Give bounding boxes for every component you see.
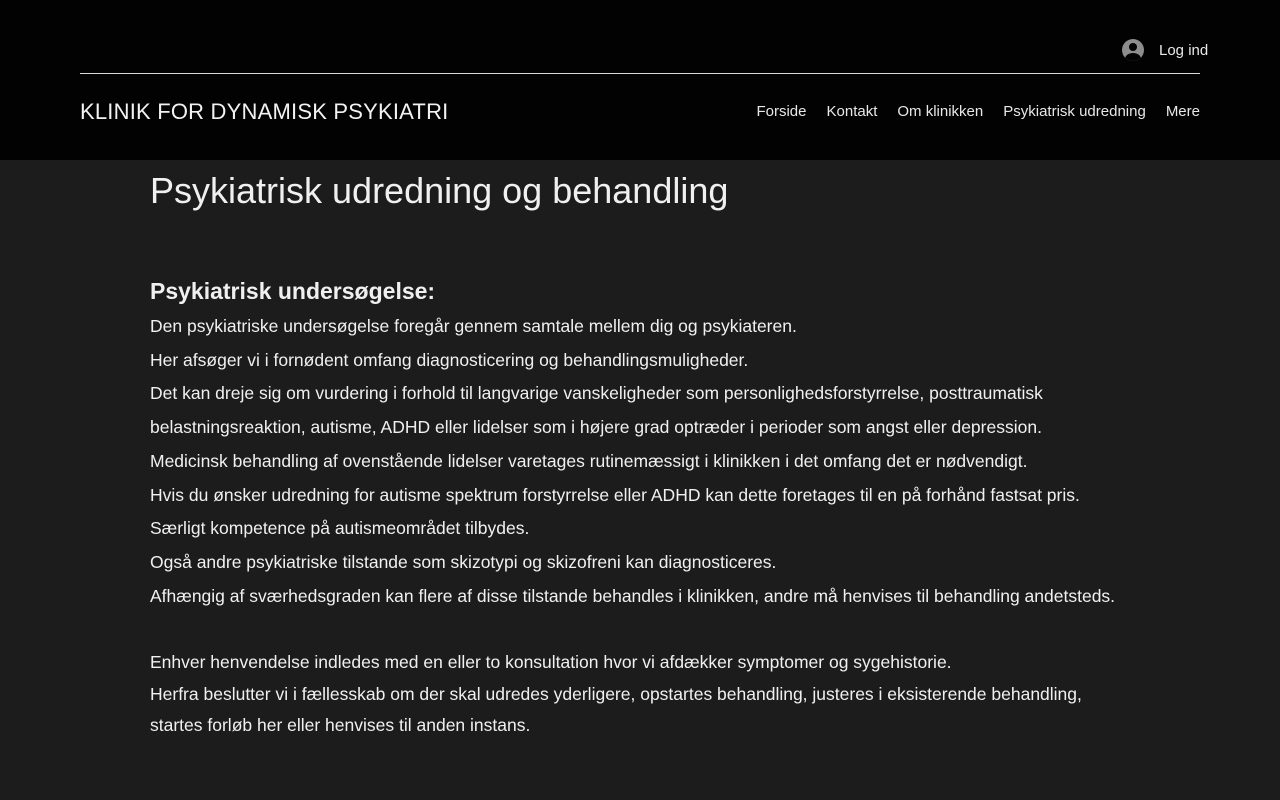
login-button[interactable] [1122, 36, 1208, 64]
user-avatar-icon [1122, 39, 1144, 61]
nav-item-mere[interactable]: Mere [1165, 103, 1200, 120]
section-heading: Psykiatrisk undersøgelse: [150, 278, 436, 304]
body-text [150, 310, 1135, 613]
body-text-2 [150, 647, 1135, 742]
nav-item-om-klinikken[interactable]: Om klinikken [897, 103, 984, 120]
nav-item-forside[interactable]: Forside [756, 103, 807, 120]
paragraph: Den psykiatriske undersøgelse foregår gennem samtale mellem dig og psykiateren. [150, 316, 797, 336]
paragraph: Hvis du ønsker udredning for autisme spektrum forstyrrelse eller ADHD kan dette foretages til en på forhånd fastsat pris. [150, 484, 1080, 505]
paragraph: Særligt kompetence på autismeområdet tilbydes. [150, 518, 530, 539]
page-title: Psykiatrisk udredning og behandling [150, 170, 729, 211]
nav-item-kontakt[interactable]: Kontakt [826, 103, 878, 120]
paragraph: Medicinsk behandling af ovenstående lidelser varetages rutinemæssigt i klinikken i det omfang det er nødvendigt. [150, 450, 1028, 471]
paragraph: Her afsøger vi i fornødent omfang diagnosticering og behandlingsmuligheder. [150, 349, 749, 370]
header-divider [80, 73, 1200, 74]
main-nav [756, 103, 1200, 120]
site-title[interactable]: KLINIK FOR DYNAMISK PSYKIATRI [80, 99, 449, 124]
paragraph: Herfra beslutter vi i fællesskab om der skal udredes yderligere, opstartes behandling, justeres i eksisterende behandling, startes forløb her eller henvises til anden instans. [150, 683, 1082, 736]
login-label: Log ind [1159, 41, 1209, 59]
paragraph: Også andre psykiatriske tilstande som skizotypi og skizofreni kan diagnosticeres. [150, 551, 777, 572]
site-header [0, 0, 1280, 160]
paragraph: Enhver henvendelse indledes med en eller to konsultation hvor vi afdækker symptomer og sygehistorie. [150, 652, 952, 673]
paragraph: Det kan dreje sig om vurdering i forhold til langvarige vanskeligheder som personlighedsforstyrrelse, posttraumatisk belastningsreaktion, autisme, ADHD eller lidelser som i højere grad optræder i perioder som angst eller depression. [150, 383, 1043, 438]
nav-item-psykiatrisk-udredning[interactable]: Psykiatrisk udredning [1003, 103, 1146, 120]
main-content [150, 160, 1135, 742]
paragraph: Afhængig af sværhedsgraden kan flere af disse tilstande behandles i klinikken, andre må henvises til behandling andetsteds. [150, 585, 1116, 606]
